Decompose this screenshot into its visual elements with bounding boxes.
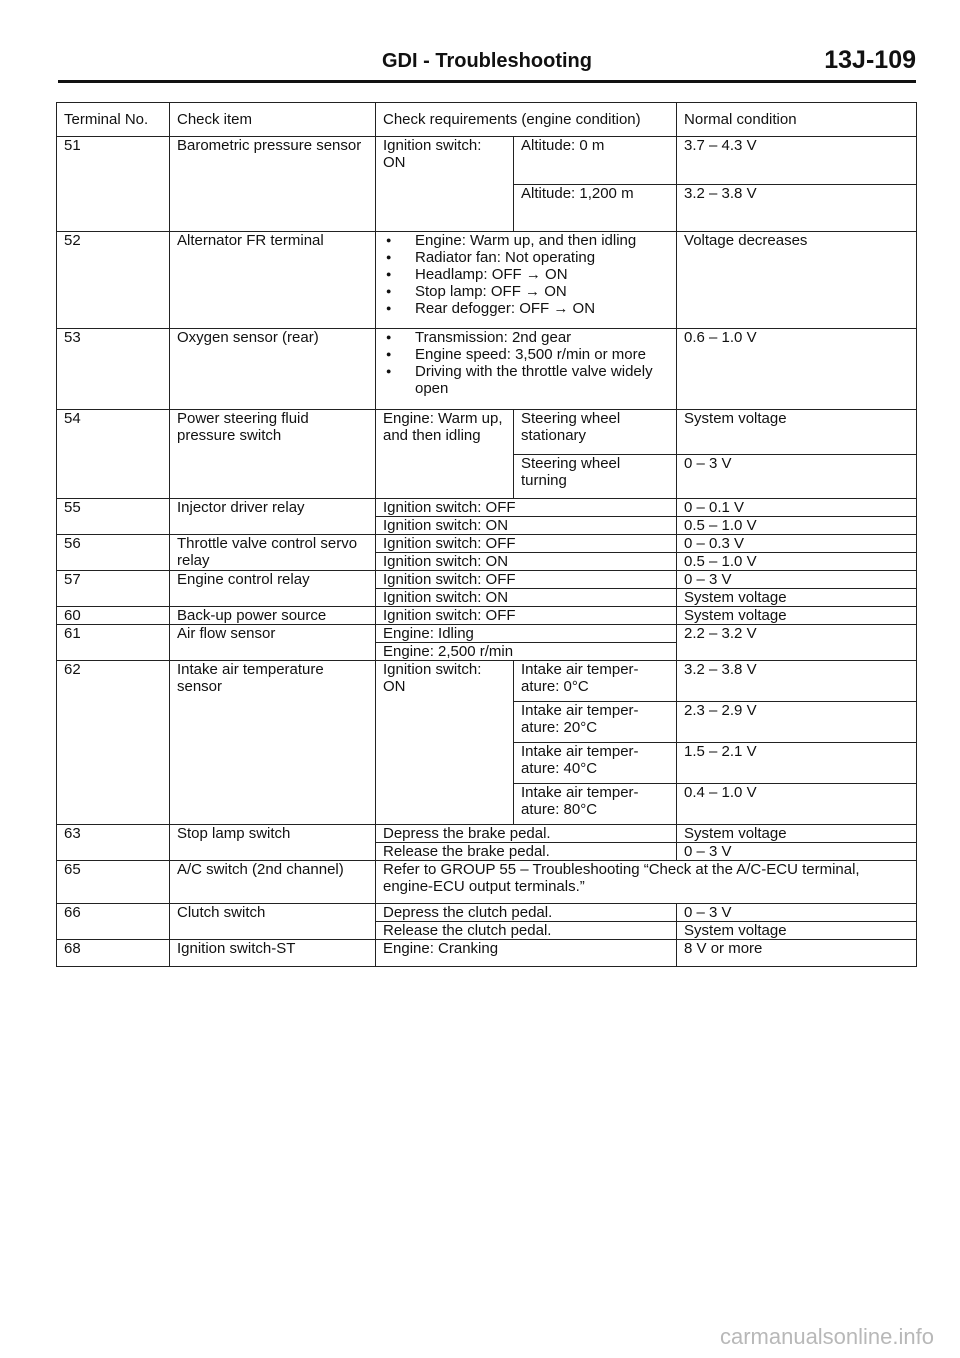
check-requirements: Refer to GROUP 55 – Troubleshooting “Check at the A/C-ECU terminal, engine-ECU output terminals.” <box>376 861 917 904</box>
check-item: Throttle valve control servo relay <box>170 535 376 571</box>
sub-condition: Intake air temper- ature: 0°C <box>514 661 677 702</box>
terminal-number: 65 <box>57 861 170 904</box>
terminal-number: 61 <box>57 625 170 661</box>
terminal-number: 66 <box>57 904 170 940</box>
sub-condition: Release the clutch pedal. <box>376 922 677 940</box>
normal-condition: 3.2 – 3.8 V <box>677 661 917 702</box>
normal-condition: 8 V or more <box>677 940 917 967</box>
check-item: Clutch switch <box>170 904 376 940</box>
check-item: Injector driver relay <box>170 499 376 535</box>
requirement-bullet: ● Transmission: 2nd gear <box>383 329 670 346</box>
requirement-bullet: ● Rear defogger: OFF → ON <box>383 300 670 317</box>
header-rule <box>58 80 916 83</box>
terminal-number: 53 <box>57 329 170 410</box>
normal-condition: 0 – 3 V <box>677 904 917 922</box>
normal-condition: 0.5 – 1.0 V <box>677 517 917 535</box>
column-header-normal-condition: Normal condition <box>677 103 917 137</box>
column-header-terminal: Terminal No. <box>57 103 170 137</box>
terminal-number: 57 <box>57 571 170 607</box>
watermark: carmanualsonline.info <box>719 1324 934 1349</box>
sub-condition: Depress the brake pedal. <box>376 825 677 843</box>
check-condition: Ignition switch: ON <box>376 661 514 825</box>
normal-condition: System voltage <box>677 825 917 843</box>
table-row <box>57 410 917 455</box>
sub-condition: Depress the clutch pedal. <box>376 904 677 922</box>
check-item: Back-up power source <box>170 607 376 625</box>
normal-condition: System voltage <box>677 410 917 455</box>
sub-condition: Ignition switch: ON <box>376 553 677 571</box>
table-row <box>57 607 917 625</box>
check-item: Intake air temperature sensor <box>170 661 376 825</box>
sub-condition: Release the brake pedal. <box>376 843 677 861</box>
normal-condition: 0 – 3 V <box>677 454 917 499</box>
normal-condition: 0.4 – 1.0 V <box>677 784 917 825</box>
sub-condition: Intake air temper- ature: 40°C <box>514 743 677 784</box>
sub-condition: Altitude: 0 m <box>514 137 677 185</box>
terminal-number: 56 <box>57 535 170 571</box>
table-row <box>57 571 917 589</box>
sub-condition: Ignition switch: OFF <box>376 535 677 553</box>
table-row <box>57 499 917 517</box>
check-item: Oxygen sensor (rear) <box>170 329 376 410</box>
table-row <box>57 661 917 702</box>
terminal-number: 68 <box>57 940 170 967</box>
terminal-number: 51 <box>57 137 170 232</box>
check-item: Barometric pressure sensor <box>170 137 376 232</box>
terminal-number: 60 <box>57 607 170 625</box>
page-number: 13J-109 <box>824 46 916 74</box>
normal-condition: System voltage <box>677 922 917 940</box>
sub-condition: Ignition switch: ON <box>376 589 677 607</box>
terminal-number: 62 <box>57 661 170 825</box>
check-requirements: Ignition switch: OFF <box>376 607 677 625</box>
normal-condition: 2.3 – 2.9 V <box>677 702 917 743</box>
check-requirements <box>376 329 677 410</box>
normal-condition: 1.5 – 2.1 V <box>677 743 917 784</box>
sub-condition: Altitude: 1,200 m <box>514 184 677 232</box>
check-item: Engine control relay <box>170 571 376 607</box>
sub-condition: Intake air temper- ature: 20°C <box>514 702 677 743</box>
sub-condition: Engine: 2,500 r/min <box>376 643 677 661</box>
requirement-bullet: ● Driving with the throttle valve widely open <box>383 363 670 397</box>
sub-condition: Steering wheel stationary <box>514 410 677 455</box>
normal-condition: 0 – 0.1 V <box>677 499 917 517</box>
terminal-number: 63 <box>57 825 170 861</box>
check-item: Power steering fluid pressure switch <box>170 410 376 499</box>
normal-condition: 3.7 – 4.3 V <box>677 137 917 185</box>
check-requirements: Engine: Cranking <box>376 940 677 967</box>
table-row <box>57 861 917 904</box>
sub-condition: Ignition switch: ON <box>376 517 677 535</box>
requirement-bullet: ● Radiator fan: Not operating <box>383 249 670 266</box>
table-row <box>57 825 917 843</box>
requirement-bullet: ● Stop lamp: OFF → ON <box>383 283 670 300</box>
table-header-row <box>57 103 917 137</box>
normal-condition: System voltage <box>677 607 917 625</box>
page-title: GDI - Troubleshooting <box>382 50 592 72</box>
check-item: Ignition switch-ST <box>170 940 376 967</box>
normal-condition: 0 – 3 V <box>677 571 917 589</box>
requirement-bullet: ● Headlamp: OFF → ON <box>383 266 670 283</box>
table-row <box>57 232 917 329</box>
sub-condition: Ignition switch: OFF <box>376 571 677 589</box>
check-item: Stop lamp switch <box>170 825 376 861</box>
terminal-check-table <box>56 102 917 967</box>
normal-condition: Voltage decreases <box>677 232 917 329</box>
column-header-check-requirements: Check requirements (engine condition) <box>376 103 677 137</box>
sub-condition: Intake air temper- ature: 80°C <box>514 784 677 825</box>
table-row <box>57 137 917 185</box>
normal-condition: 0.5 – 1.0 V <box>677 553 917 571</box>
table-row <box>57 940 917 967</box>
terminal-number: 55 <box>57 499 170 535</box>
check-condition: Ignition switch: ON <box>376 137 514 232</box>
sub-condition: Engine: Idling <box>376 625 677 643</box>
sub-condition: Steering wheel turning <box>514 454 677 499</box>
table-row <box>57 904 917 922</box>
requirement-bullet: ● Engine: Warm up, and then idling <box>383 232 670 249</box>
page-header <box>58 46 916 78</box>
check-item: Air flow sensor <box>170 625 376 661</box>
normal-condition: 3.2 – 3.8 V <box>677 184 917 232</box>
normal-condition: 0 – 0.3 V <box>677 535 917 553</box>
check-item: Alternator FR terminal <box>170 232 376 329</box>
requirement-bullet: ● Engine speed: 3,500 r/min or more <box>383 346 670 363</box>
check-item: A/C switch (2nd channel) <box>170 861 376 904</box>
sub-condition: Ignition switch: OFF <box>376 499 677 517</box>
normal-condition: System voltage <box>677 589 917 607</box>
normal-condition: 0 – 3 V <box>677 843 917 861</box>
check-requirements <box>376 232 677 329</box>
table-row <box>57 535 917 553</box>
check-condition: Engine: Warm up, and then idling <box>376 410 514 499</box>
normal-condition: 2.2 – 3.2 V <box>677 625 917 661</box>
table-row <box>57 625 917 643</box>
table-row <box>57 329 917 410</box>
column-header-check-item: Check item <box>170 103 376 137</box>
normal-condition: 0.6 – 1.0 V <box>677 329 917 410</box>
terminal-number: 54 <box>57 410 170 499</box>
terminal-number: 52 <box>57 232 170 329</box>
